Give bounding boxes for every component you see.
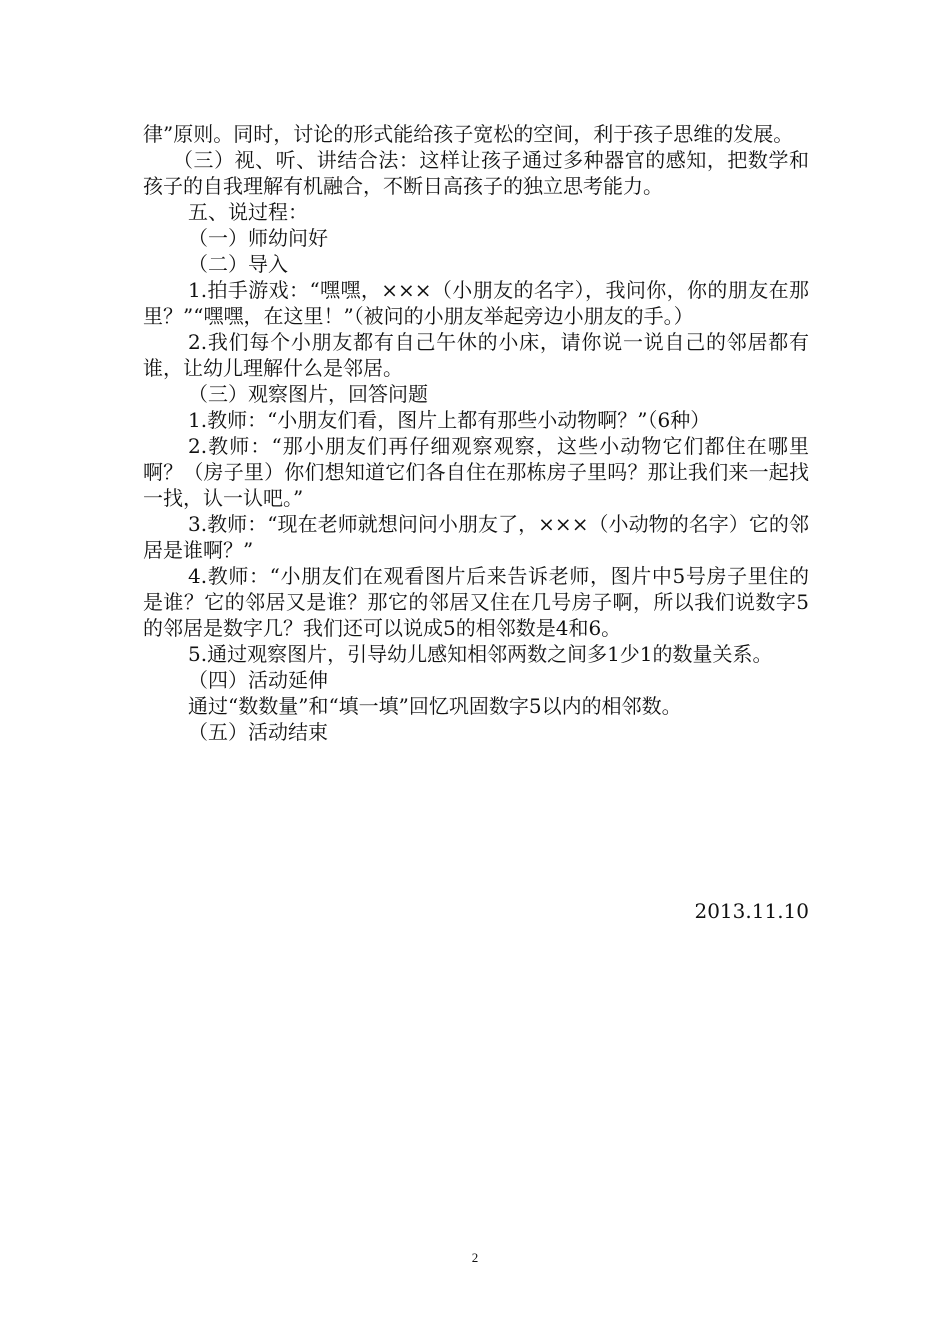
subheading-greeting: （一）师幼问好 [188, 226, 328, 250]
paragraph-teacher-question-4: 4.教师：“小朋友们在观看图片后来告诉老师，图片中5号房子里住的是谁？它的邻居又是谁？那它的邻居又住在几号房子啊，所以我们说数字5的邻居是数字几？我们还可以说成5的相邻数是4和6。 [143, 564, 809, 640]
paragraph-principle-continuation: 律”原则。同时，讨论的形式能给孩子宽松的空间，利于孩子思维的发展。 [143, 122, 794, 146]
paragraph-number-relation: 5.通过观察图片，引导幼儿感知相邻两数之间多1少1的数量关系。 [188, 642, 773, 666]
paragraph-teacher-question-3: 3.教师：“现在老师就想问问小朋友了，×××（小动物的名字）它的邻居是谁啊？” [143, 512, 809, 562]
page-number: 2 [471, 1250, 479, 1265]
section-heading-process: 五、说过程： [188, 200, 308, 224]
subheading-extension: （四）活动延伸 [188, 668, 328, 692]
document-date: 2013.11.10 [694, 899, 809, 923]
paragraph-teacher-question-2: 2.教师：“那小朋友们再仔细观察观察，这些小动物它们都住在哪里啊？（房子里）你们想知道它们各自住在那栋房子里吗？那让我们来一起找一找，认一认吧。” [143, 434, 809, 510]
paragraph-method-three: （三）视、听、讲结合法：这样让孩子通过多种器官的感知，把数学和孩子的自我理解有机融合，不断日高孩子的独立思考能力。 [143, 148, 809, 198]
paragraph-teacher-question-1: 1.教师：“小朋友们看，图片上都有那些小动物啊？”（6种） [188, 408, 711, 432]
paragraph-nap-bed: 2.我们每个小朋友都有自己午休的小床，请你说一说自己的邻居都有谁，让幼儿理解什么是邻居。 [143, 330, 809, 380]
paragraph-clap-game: 1.拍手游戏：“嘿嘿，×××（小朋友的名字），我问你，你的朋友在那里？”“嘿嘿，在这里！”（被问的小朋友举起旁边小朋友的手。） [143, 278, 809, 328]
paragraph-extension-detail: 通过“数数量”和“填一填”回忆巩固数字5以内的相邻数。 [188, 694, 682, 718]
subheading-observe-picture: （三）观察图片，回答问题 [188, 382, 428, 406]
subheading-introduction: （二）导入 [188, 252, 288, 276]
document-body [143, 121, 809, 745]
subheading-activity-end: （五）活动结束 [188, 720, 328, 744]
